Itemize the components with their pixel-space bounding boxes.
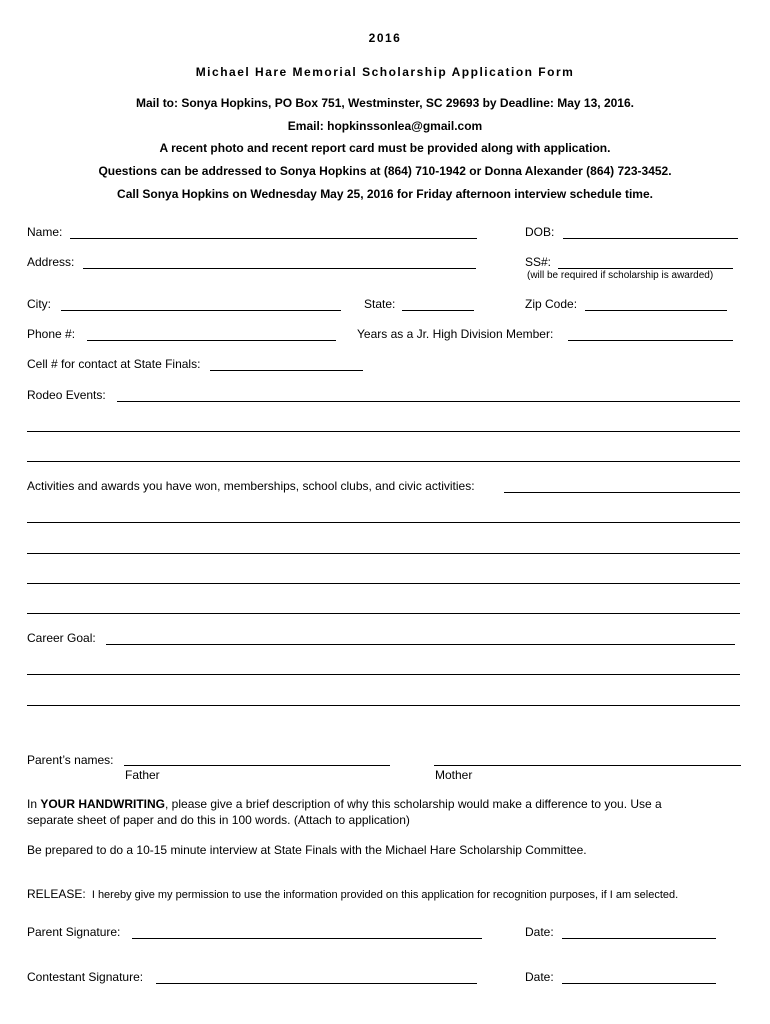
contestant-date-label: Date: xyxy=(525,970,554,984)
career-field[interactable] xyxy=(106,644,735,645)
phone-label: Phone #: xyxy=(27,327,76,341)
activities-field-line-3[interactable] xyxy=(27,553,740,554)
address-label: Address: xyxy=(27,255,75,269)
state-field[interactable] xyxy=(402,310,474,311)
ss-label: SS#: xyxy=(525,255,552,269)
career-field-line-2[interactable] xyxy=(27,674,740,675)
mother-field[interactable] xyxy=(434,765,741,766)
release-text: I hereby give my permission to use the information provided on this application for recognition purposes, if I am selected. xyxy=(91,889,679,901)
mail-to-line: Mail to: Sonya Hopkins, PO Box 751, Westminster, SC 29693 by Deadline: May 13, 2016. xyxy=(136,96,634,110)
city-field[interactable] xyxy=(61,310,341,311)
parent-signature-label: Parent Signature: xyxy=(27,925,121,939)
cell-label: Cell # for contact at State Finals: xyxy=(27,357,201,371)
rodeo-field[interactable] xyxy=(117,401,740,402)
rodeo-label: Rodeo Events: xyxy=(27,388,106,402)
handwriting-instruction xyxy=(27,797,662,811)
handwriting-rest: , please give a brief description of why this scholarship would make a difference to you. Use a xyxy=(165,797,662,811)
father-field[interactable] xyxy=(124,765,390,766)
activities-field-line-2[interactable] xyxy=(27,522,740,523)
handwriting-prefix: In xyxy=(27,797,41,811)
dob-field[interactable] xyxy=(563,238,738,239)
ss-field[interactable] xyxy=(558,268,733,269)
zip-label: Zip Code: xyxy=(525,297,578,311)
name-label: Name: xyxy=(27,225,63,239)
father-caption: Father xyxy=(125,768,160,782)
release-statement xyxy=(27,887,678,901)
questions-line: Questions can be addressed to Sonya Hopkins at (864) 710-1942 or Donna Alexander (864) 723-3452. xyxy=(98,164,672,178)
handwriting-instruction-line-2: separate sheet of paper and do this in 100 words. (Attach to application) xyxy=(27,813,410,827)
years-label: Years as a Jr. High Division Member: xyxy=(357,327,554,341)
activities-label: Activities and awards you have won, memberships, school clubs, and civic activities: xyxy=(27,479,475,493)
parent-date-label: Date: xyxy=(525,925,554,939)
activities-field-line-5[interactable] xyxy=(27,613,740,614)
parent-date-field[interactable] xyxy=(562,938,716,939)
activities-field-line-4[interactable] xyxy=(27,583,740,584)
photo-note: A recent photo and recent report card must be provided along with application. xyxy=(159,141,611,155)
rodeo-field-line-3[interactable] xyxy=(27,461,740,462)
parents-label: Parent’s names: xyxy=(27,753,114,767)
city-label: City: xyxy=(27,297,51,311)
zip-field[interactable] xyxy=(585,310,727,311)
career-field-line-3[interactable] xyxy=(27,705,740,706)
contestant-signature-label: Contestant Signature: xyxy=(27,970,144,984)
years-field[interactable] xyxy=(568,340,733,341)
interview-note: Be prepared to do a 10-15 minute interview at State Finals with the Michael Hare Scholarship Committee. xyxy=(27,843,587,857)
address-field[interactable] xyxy=(83,268,476,269)
contestant-signature-field[interactable] xyxy=(156,983,477,984)
handwriting-emphasis: YOUR HANDWRITING xyxy=(40,797,166,811)
cell-field[interactable] xyxy=(210,370,363,371)
phone-field[interactable] xyxy=(87,340,336,341)
career-label: Career Goal: xyxy=(27,631,96,645)
email-line: Email: hopkinssonlea@gmail.com xyxy=(287,119,483,133)
contestant-date-field[interactable] xyxy=(562,983,716,984)
parent-signature-field[interactable] xyxy=(132,938,482,939)
release-label: RELEASE: xyxy=(27,887,86,901)
mother-caption: Mother xyxy=(435,768,473,782)
name-field[interactable] xyxy=(70,238,477,239)
ss-note: (will be required if scholarship is awarded) xyxy=(527,270,714,281)
dob-label: DOB: xyxy=(525,225,555,239)
form-title: Michael Hare Memorial Scholarship Application Form xyxy=(195,65,575,79)
call-line: Call Sonya Hopkins on Wednesday May 25, 2016 for Friday afternoon interview schedule time. xyxy=(117,187,653,201)
rodeo-field-line-2[interactable] xyxy=(27,431,740,432)
state-label: State: xyxy=(364,297,396,311)
form-year: 2016 xyxy=(368,31,402,45)
activities-field[interactable] xyxy=(504,492,740,493)
